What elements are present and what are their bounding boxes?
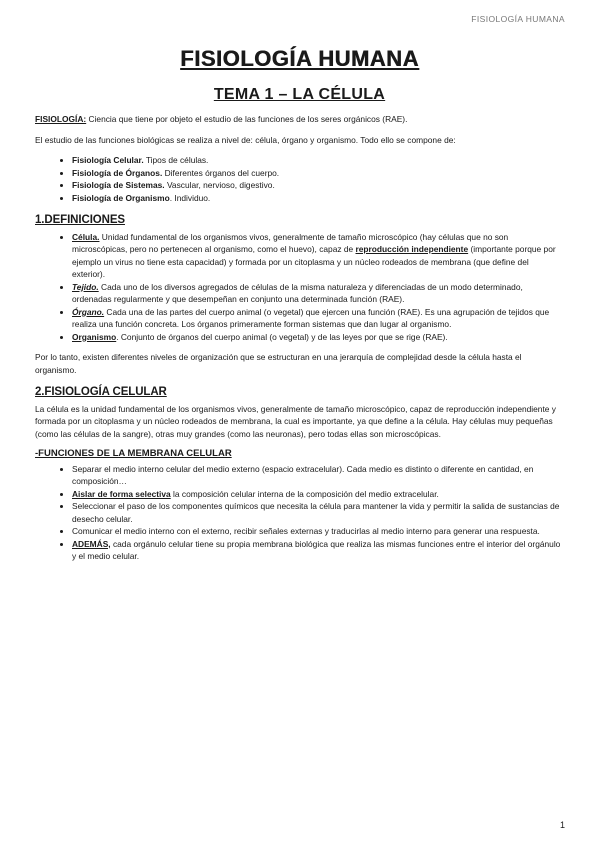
definition-text: . Conjunto de órganos del cuerpo animal (o vegetal) y de las leyes por que se rige (RAE).	[116, 331, 448, 342]
branch-desc: Tipos de células.	[143, 155, 209, 165]
list-item	[72, 154, 561, 167]
definition-tejido	[72, 281, 561, 306]
branch-list	[35, 154, 561, 204]
list-item: • Separar el medio interno celular del medio externo (espacio extracelular). Cada medio es distinto o diferente en cantidad, en composición…	[72, 463, 561, 488]
intro-levels: El estudio de las funciones biológicas se realiza a nivel de: célula, órgano y organismo. Todo ello se compone de:	[35, 134, 456, 145]
branch-desc: Diferentes órganos del cuerpo.	[162, 167, 280, 178]
definition-term: Organismo	[72, 331, 117, 342]
document-body	[35, 113, 561, 571]
definition-term: Órgano.	[72, 306, 105, 317]
function-keyword: ADEMÁS,	[72, 538, 111, 549]
function-text: cada orgánulo celular tiene su propia membrana biológica que realiza las mismas funciones entre el interior del orgánulo y el medio celular.	[72, 538, 561, 561]
definition-celula	[72, 231, 561, 281]
list-item	[72, 488, 561, 501]
running-header: FISIOLOGÍA HUMANA	[471, 14, 565, 24]
definition-text: Unidad fundamental de los organismos vivos, generalmente de tamaño microscópico (hay células que no son microscópicas, pero no pertenecen al organismo, como el huevo), capaz de	[72, 231, 509, 254]
section2-paragraph: La célula es la unidad fundamental de los organismos vivos, generalmente de tamaño microscópico, capaz de reproducción independiente y formada por un citoplasma y un núcleo rodeados de membrana, la cual es importante, ya que define a la célula. Hay células muy pequeñas (como las células de la sangre), otras muy grandes (como las neuronas), pero todas ellas son microscópicas.	[35, 403, 556, 439]
intro-definition	[35, 113, 561, 126]
subheading-funciones-membrana: -FUNCIONES DE LA MEMBRANA CELULAR	[35, 448, 232, 459]
list-item: • Comunicar el medio interno con el externo, recibir señales externas y traducirlas al medio interno para generar una respuesta.	[72, 525, 561, 538]
function-text: la composición celular interna de la composición del medio extracelular.	[170, 488, 439, 499]
definition-text: Cada uno de los diversos agregados de células de la misma naturaleza y diferenciadas de un modo determinado, ordenadas regularmente y que desempeñan en conjunto una determinada función (RAE).	[72, 281, 523, 304]
list-item	[72, 179, 561, 192]
document-title: FISIOLOGÍA HUMANA	[180, 46, 419, 71]
document-subtitle: TEMA 1 – LA CÉLULA	[213, 86, 386, 103]
list-item	[72, 192, 561, 205]
definition-term: Tejido.	[72, 281, 99, 292]
branch-desc: Vascular, nervioso, digestivo.	[164, 180, 275, 190]
definition-text: Cada una de las partes del cuerpo animal (o vegetal) que ejercen una función (RAE). Es una agrupación de tejidos que realiza una función concreta. Los órganos primeramente forman sistemas que dan lugar al organismo.	[72, 306, 550, 329]
definition-keyword: reproducción independiente	[355, 244, 469, 254]
section-heading-definiciones: 1.DEFINICIONES	[35, 214, 125, 226]
list-item	[72, 538, 561, 563]
branch-term: Fisiología de Sistemas.	[72, 180, 165, 190]
branch-term: Fisiología de Organismo	[72, 192, 170, 203]
branch-term: Fisiología Celular.	[72, 155, 144, 165]
list-item: • Seleccionar el paso de los componentes químicos que necesita la célula para mantener la vida y permitir la salida de sustancias de desecho celular.	[72, 500, 561, 525]
function-keyword: Aislar de forma selectiva	[72, 488, 171, 499]
definition-organo	[72, 306, 561, 331]
page-number: 1	[559, 820, 565, 830]
section-heading-fisiologia-celular: 2.FISIOLOGÍA CELULAR	[35, 386, 167, 398]
definition-organismo	[72, 331, 561, 344]
branch-term: Fisiología de Órganos.	[72, 167, 163, 178]
definitions-conclusion: Por lo tanto, existen diferentes niveles de organización que se estructuran en una jerarquía de complejidad desde la célula hasta el organismo.	[35, 352, 522, 375]
definitions-list	[35, 231, 561, 344]
intro-definition-text: Ciencia que tiene por objeto el estudio de las funciones de los seres orgánicos (RAE).	[86, 114, 408, 124]
list-item	[72, 167, 561, 180]
definition-text: (importante porque por ejemplo un virus no tiene esta capacidad) y formada por un citoplasma y un núcleo rodeados de membrana (que define del exterior).	[72, 244, 556, 279]
intro-term: FISIOLOGÍA:	[35, 114, 87, 124]
branch-desc: . Individuo.	[169, 192, 211, 203]
definition-term: Célula.	[72, 231, 100, 242]
membrane-functions-list	[35, 463, 561, 563]
